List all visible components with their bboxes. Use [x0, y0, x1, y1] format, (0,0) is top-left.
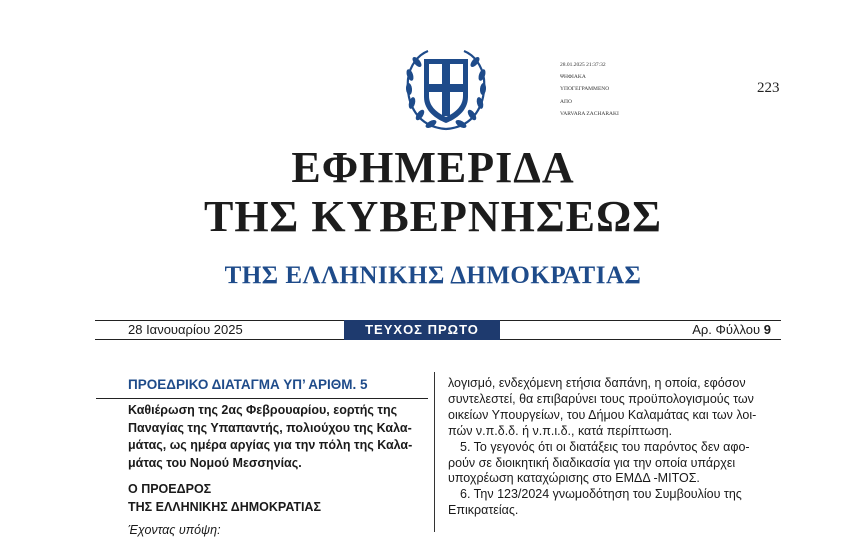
- page-number: 223: [757, 80, 780, 96]
- text-line: οικείων Υπουργείων, του Δήμου Καλαμάτας και των λοι-: [448, 407, 757, 422]
- subject-line: Παναγίας της Υπαπαντής, πολιούχου της Καλα-: [128, 420, 412, 435]
- text-line: λογισμό, ενδεχόμενη ετήσια δαπάνη, η οποία, εφόσον: [448, 376, 746, 390]
- issue-band: [95, 320, 781, 340]
- masthead-title-line1: ΕΦΗΜΕΡΙΔΑ: [291, 143, 575, 192]
- text-line: 6. Την 123/2024 γνωμοδότηση του Συμβουλίου της: [460, 487, 742, 502]
- president-line: ΤΗΣ ΕΛΛΗΝΙΚΗΣ ΔΗΜΟΚΡΑΤΙΑΣ: [128, 499, 321, 514]
- sheet-label: Αρ. Φύλλου: [692, 322, 761, 337]
- text-line: υποχρέωση καταχώρισης στο ΕΜΔΔ -ΜΙΤΟΣ.: [448, 471, 700, 486]
- sheet-number-value: 9: [763, 322, 771, 337]
- text-line: συντελεστεί, θα επιβαρύνει τους προϋπολογισμούς των: [448, 391, 754, 406]
- decree-heading: [128, 377, 428, 392]
- subject-line: Καθιέρωση της 2ας Φεβρουαρίου, εορτής της: [128, 403, 398, 417]
- masthead-title-line2: ΤΗΣ ΚΥΒΕΡΝΗΣΕΩΣ: [203, 192, 663, 241]
- president-heading: [128, 481, 321, 516]
- issue-date: 28 Ιανουαρίου 2025: [128, 322, 243, 337]
- text-line: ρούν σε διοικητική διαδικασία για την οποία υπάρχει: [448, 455, 736, 470]
- decree-title: ΠΡΟΕΔΡΙΚΟ ΔΙΑΤΑΓΜΑ ΥΠ’ ΑΡΙΘΜ. 5: [128, 377, 368, 392]
- president-line: Ο ΠΡΟΕΔΡΟΣ: [128, 482, 212, 496]
- digital-signature-stamp: [560, 59, 619, 120]
- text-line: πών ν.π.δ.δ. ή ν.π.ι.δ., κατά περίπτωση.: [448, 423, 673, 438]
- sheet-number: [692, 322, 771, 337]
- masthead-subtitle: ΤΗΣ ΕΛΛΗΝΙΚΗΣ ΔΗΜΟΚΡΑΤΙΑΣ: [224, 262, 642, 289]
- signature-signer: VARVARA ZACHARAKI: [560, 110, 619, 117]
- signature-line: ΨΗΦΙΑΚΑ: [560, 74, 586, 81]
- text-line: Επικρατείας.: [448, 503, 519, 518]
- signature-line: ΥΠΟΓΕΓΡΑΜΜΕΝΟ: [560, 86, 610, 93]
- issue-label: ΤΕΥΧΟΣ ΠΡΩΤΟ: [344, 320, 500, 340]
- heading-rule: [96, 398, 428, 399]
- text-line: 5. Το γεγονός ότι οι διατάξεις του παρόντος δεν αφο-: [460, 439, 750, 454]
- having-considered: Έχοντας υπόψη:: [128, 523, 221, 537]
- greek-emblem-icon: [400, 45, 492, 133]
- subject-line: μάτας, ως ημέρα αργίας για την πόλη της Καλα-: [128, 438, 413, 452]
- subject-line: μάτας του Νομού Μεσσηνίας.: [128, 455, 302, 470]
- column-divider: [434, 372, 435, 532]
- decree-subject: [128, 402, 428, 472]
- signature-line: ΑΠΟ: [560, 98, 572, 105]
- signature-timestamp: 28.01.2025 21:37:32: [560, 62, 606, 68]
- right-column-text: [448, 376, 784, 519]
